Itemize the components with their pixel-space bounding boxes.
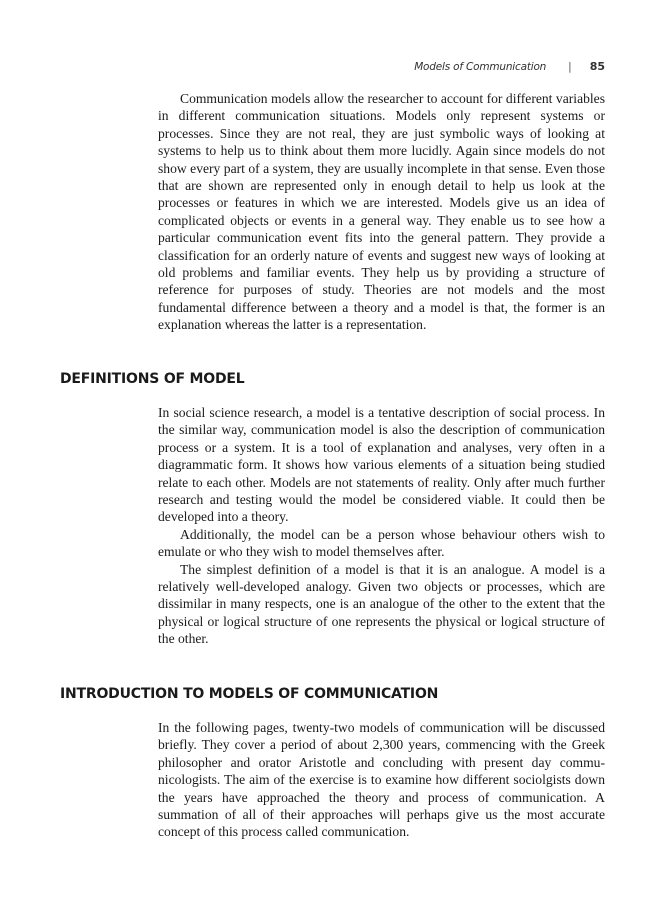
introduction-section xyxy=(158,719,605,841)
intro-paragraph: Communication models allow the researcher to account for different variables in different communication situations. Models only represent systems or processes. Since they are not real, they are just symbolic ways of looking at systems to help us to think about them more lucidly. Again since models do not show every part of a system, they are usually incomplete in that sense. Even those that are shown are represented only in enough detail to help us look at the processes or features in which we are interested. Models give us an idea of complicated objects or events in a general way. They enable us to see how a particular communication event fits into the general pattern. They provide a classification for an orderly nature of events and suggest new ways of looking at old problems and familiar events. They help us by providing a structure of reference for purposes of study. Theories are not models and the most fundamental difference between a theory and a model is that, the former is an explanation whereas the latter is a representation. xyxy=(158,91,605,333)
definitions-heading: DEFINITIONS OF MODEL xyxy=(60,371,245,387)
definitions-paragraph-3: The simplest definition of a model is that it is an analogue. A model is a relatively well-developed analogy. Given two objects or processes, which are dissimilar in many respects, one is an analogue of the other to the extent that the physical or logical structure of one represents the physical or logical structure of the other. xyxy=(158,561,605,647)
running-header xyxy=(0,60,605,73)
definitions-paragraph-1: In social science research, a model is a tentative description of social process. In the similar way, communication model is also the description of communication process or a system. It is a tool of explanation and analyses, very often in a diagrammatic form. It shows how various elements of a situation being studied relate to each other. Models are not statements of reality. Only after much further research and testing would the model be considered viable. It could then be developed into a theory. xyxy=(158,405,605,525)
definitions-paragraph-2: Additionally, the model can be a person whose behaviour others wish to emulate or who they wish to model themselves after. xyxy=(158,526,605,560)
page-number: 85 xyxy=(589,60,605,73)
definitions-section xyxy=(158,404,605,648)
running-title: Models of Communication xyxy=(414,61,547,73)
introduction-paragraph: In the following pages, twenty-two models of communication will be discussed briefly. They cover a period of about 2,300 years, commencing with the Greek philosopher and orator Aristotle and concluding with present day communicologists. The aim of the exercise is to examine how different sociolgists down the years have approached the theory and process of communication. A summation of all of their approaches will perhaps give us the most accurate concept of this process called communication. xyxy=(158,720,605,840)
introduction-heading: INTRODUCTION TO MODELS OF COMMUNICATION xyxy=(60,686,439,702)
intro-section xyxy=(158,90,605,334)
header-separator: | xyxy=(568,61,572,73)
